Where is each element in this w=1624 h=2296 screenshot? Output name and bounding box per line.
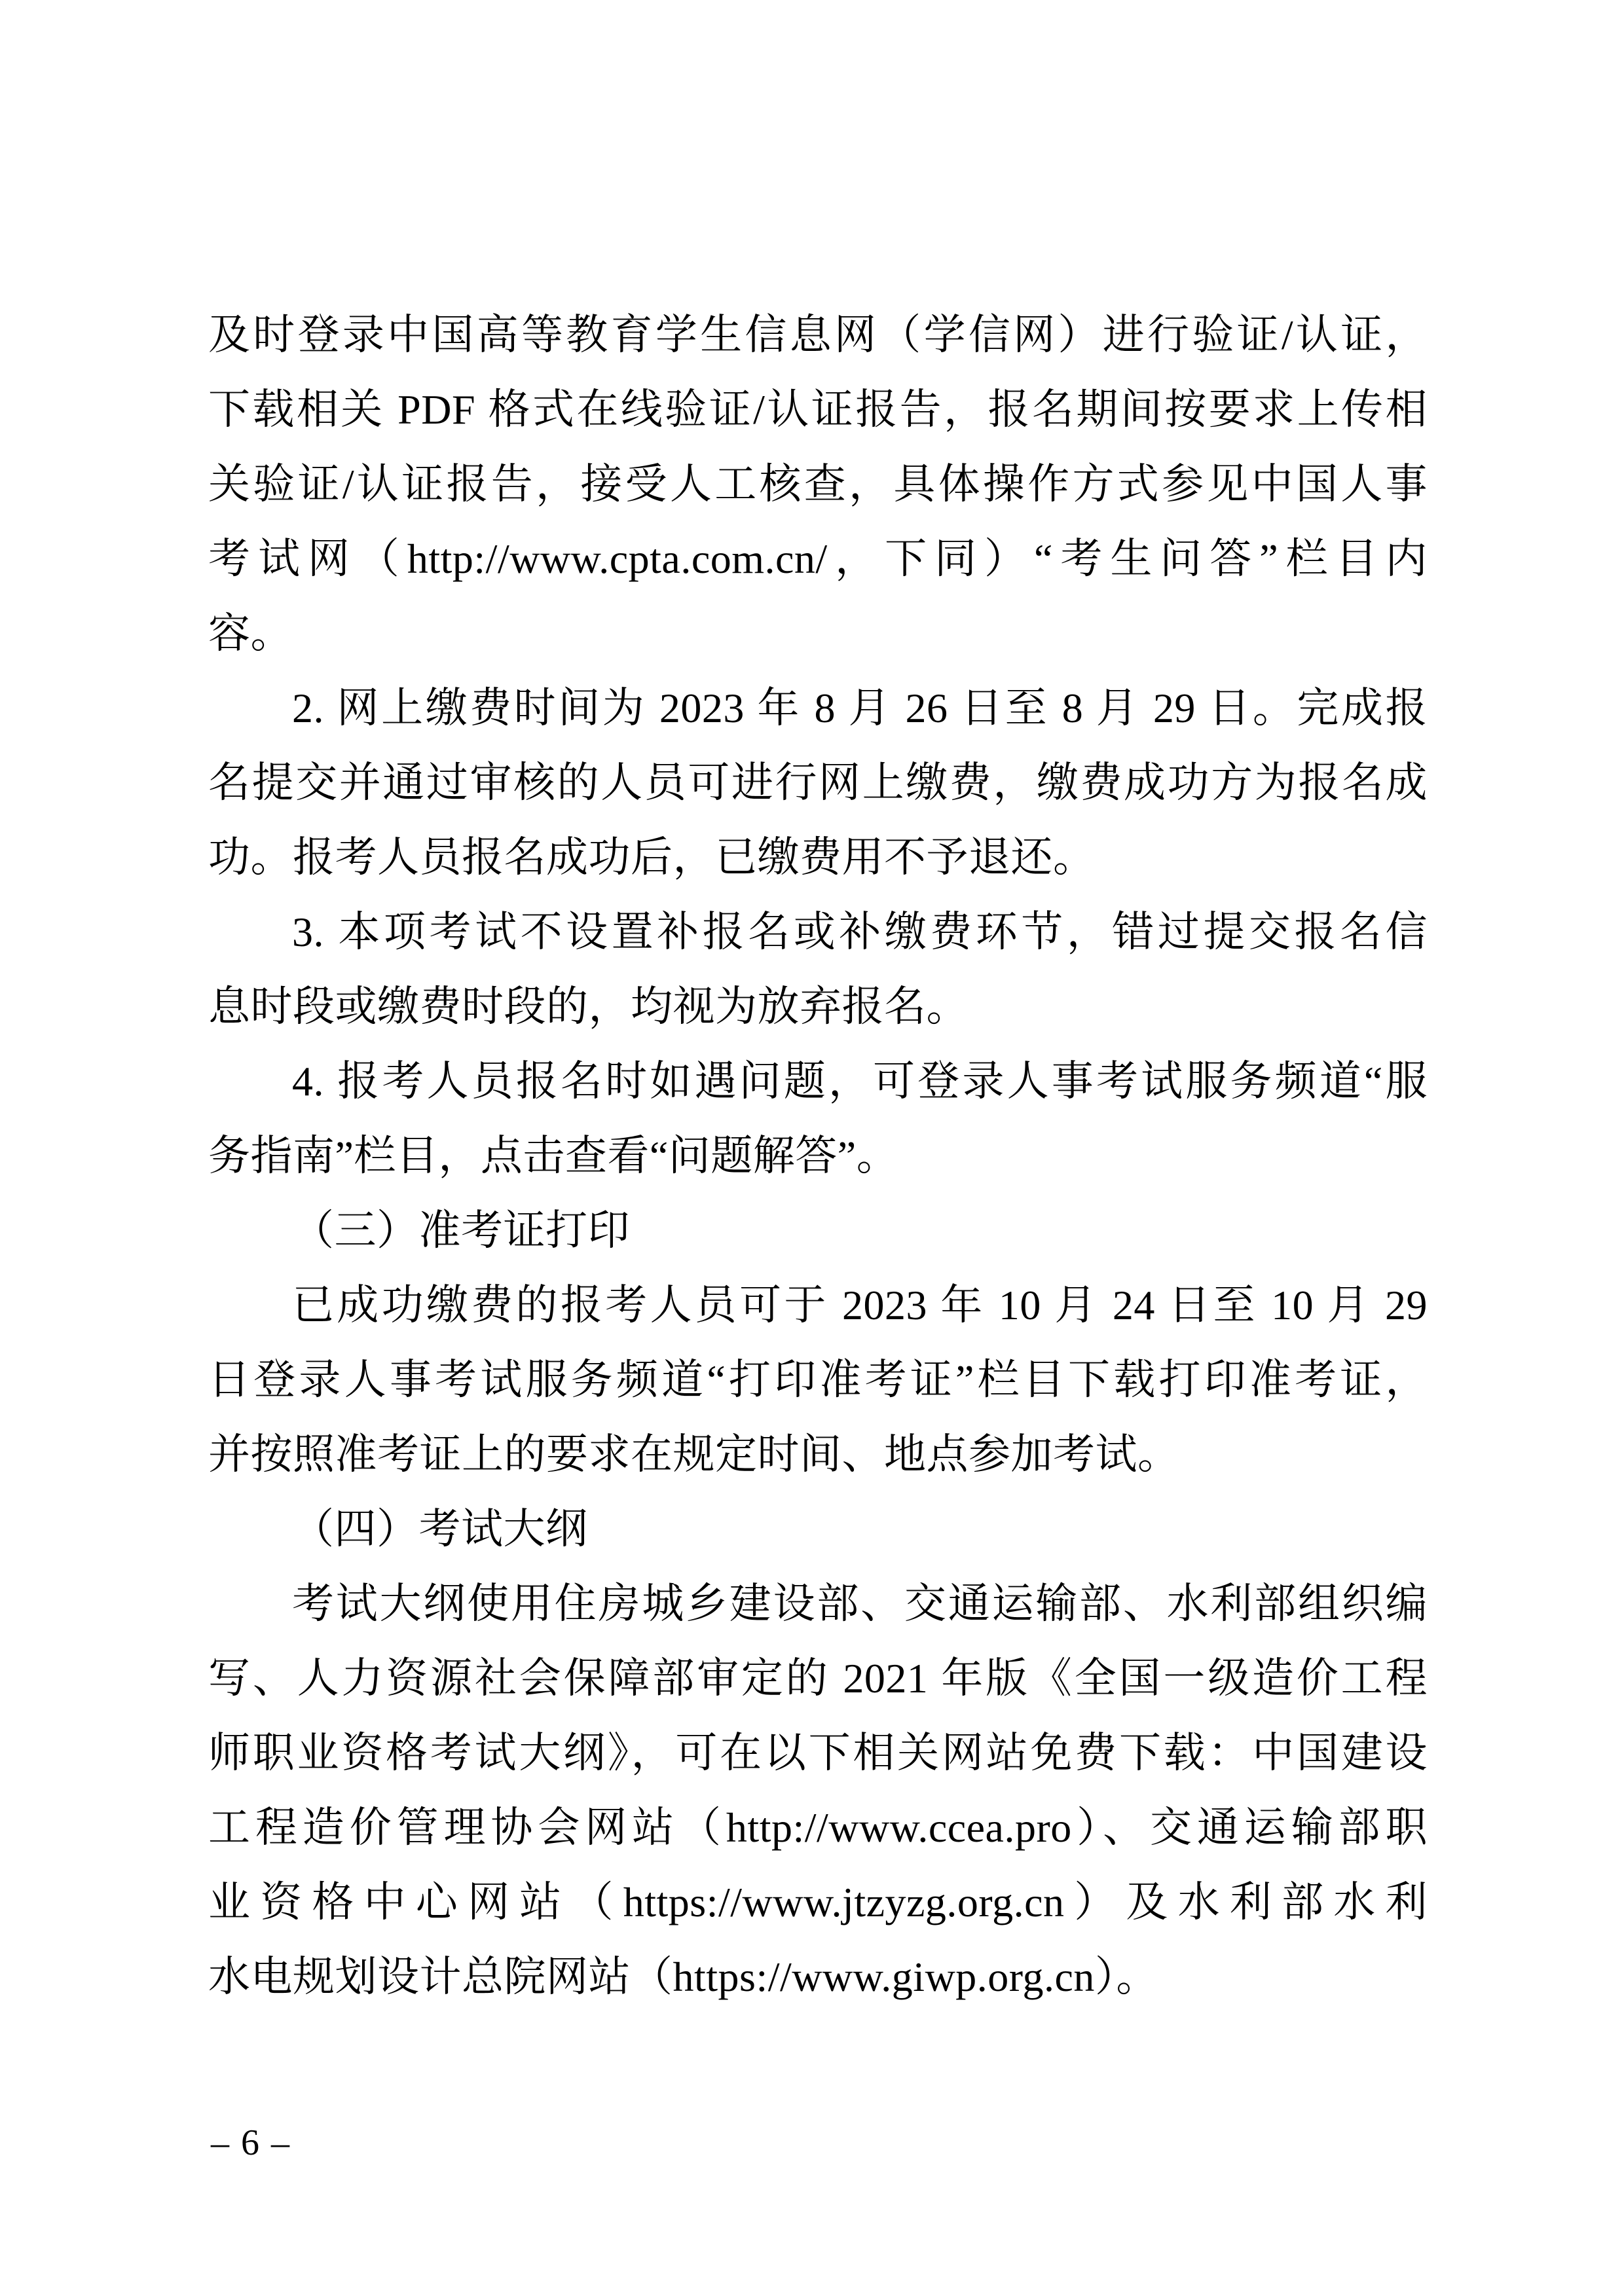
text-line: 及时登录中国高等教育学生信息网（学信网）进行验证/认证， bbox=[208, 312, 1428, 358]
text-line: 3. 本项考试不设置补报名或补缴费环节，错过提交报名信 bbox=[292, 909, 1428, 955]
text-line: 名提交并通过审核的人员可进行网上缴费，缴费成功方为报名成 bbox=[208, 759, 1428, 806]
text-line: 业资格中心网站（https://www.jtzyzg.org.cn）及水利部水利 bbox=[208, 1879, 1428, 1925]
text-line: 2. 网上缴费时间为 2023 年 8 月 26 日至 8 月 29 日。完成报 bbox=[292, 685, 1428, 731]
text-line: 考试网（http://www.cpta.com.cn/，下同）“考生问答”栏目内 bbox=[208, 536, 1428, 582]
text-line: 日登录人事考试服务频道“打印准考证”栏目下载打印准考证， bbox=[208, 1357, 1428, 1403]
page-number: – 6 – bbox=[211, 2123, 291, 2163]
text-line: 写、人力资源社会保障部审定的 2021 年版《全国一级造价工程 bbox=[208, 1655, 1428, 1702]
text-line: 工程造价管理协会网站（http://www.ccea.pro）、交通运输部职 bbox=[208, 1804, 1428, 1851]
text-line: 容。 bbox=[208, 610, 293, 657]
text-line: 考试大纲使用住房城乡建设部、交通运输部、水利部组织编 bbox=[292, 1580, 1428, 1627]
text-line: 关验证/认证报告，接受人工核查，具体操作方式参见中国人事 bbox=[208, 461, 1428, 507]
text-line: 下载相关 PDF 格式在线验证/认证报告，报名期间按要求上传相 bbox=[208, 386, 1428, 433]
text-line: 务指南”栏目，点击查看“问题解答”。 bbox=[208, 1133, 899, 1179]
text-line: 师职业资格考试大纲》，可在以下相关网站免费下载：中国建设 bbox=[208, 1730, 1428, 1776]
text-line: 水电规划设计总院网站（https://www.giwp.org.cn）。 bbox=[208, 1954, 1158, 2000]
text-line: 已成功缴费的报考人员可于 2023 年 10 月 24 日至 10 月 29 bbox=[292, 1282, 1428, 1328]
document-body bbox=[208, 298, 1428, 2014]
text-line: （三）准考证打印 bbox=[292, 1207, 630, 1254]
text-line: 4. 报考人员报名时如遇问题，可登录人事考试服务频道“服 bbox=[292, 1058, 1428, 1104]
text-line: 并按照准考证上的要求在规定时间、地点参加考试。 bbox=[208, 1431, 1180, 1478]
text-line: （四）考试大纲 bbox=[292, 1506, 588, 1552]
text-line: 息时段或缴费时段的，均视为放弃报名。 bbox=[208, 983, 969, 1030]
text-line: 功。报考人员报名成功后，已缴费用不予退还。 bbox=[208, 834, 1096, 881]
